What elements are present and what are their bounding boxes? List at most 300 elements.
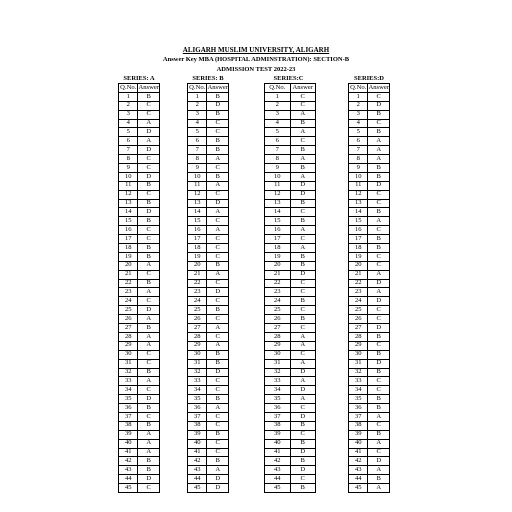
table-row [349, 377, 390, 386]
answer-cell: C [138, 270, 160, 279]
question-number: 45 [349, 484, 368, 493]
answer-cell: C [290, 92, 316, 101]
answer-cell: A [368, 270, 390, 279]
answer-cell: B [138, 217, 160, 226]
answer-cell: B [207, 359, 229, 368]
test-name: ADMISSION TEST 2022-23 [216, 66, 296, 73]
answer-cell: B [207, 172, 229, 181]
table-row [119, 208, 160, 217]
table-row [188, 92, 229, 101]
question-number: 17 [349, 235, 368, 244]
answer-cell: B [368, 235, 390, 244]
answer-cell: B [290, 199, 316, 208]
question-number: 29 [265, 341, 291, 350]
question-number: 5 [349, 128, 368, 137]
question-number: 38 [265, 421, 291, 430]
question-number: 3 [265, 110, 291, 119]
table-row [188, 270, 229, 279]
table-row [349, 119, 390, 128]
answer-cell: B [138, 457, 160, 466]
question-number: 25 [188, 306, 207, 315]
table-row [349, 208, 390, 217]
question-number: 19 [188, 252, 207, 261]
answer-cell: C [368, 190, 390, 199]
series-title: SERIES: A [123, 75, 155, 82]
answer-cell: D [290, 466, 316, 475]
table-row [349, 137, 390, 146]
answer-table [118, 83, 160, 493]
question-number: 24 [188, 297, 207, 306]
question-number: 42 [265, 457, 291, 466]
question-number: 20 [188, 261, 207, 270]
answer-cell: C [207, 235, 229, 244]
table-row [188, 448, 229, 457]
answer-cell: A [138, 341, 160, 350]
question-number: 33 [119, 377, 138, 386]
table-row [349, 448, 390, 457]
answer-cell: D [368, 181, 390, 190]
table-row [349, 386, 390, 395]
question-number: 4 [188, 119, 207, 128]
table-row [265, 430, 316, 439]
answer-cell: D [207, 199, 229, 208]
question-number: 40 [188, 439, 207, 448]
question-number: 4 [119, 119, 138, 128]
table-row [349, 155, 390, 164]
table-row [265, 181, 316, 190]
question-number: 2 [349, 101, 368, 110]
answer-cell: B [368, 164, 390, 173]
answer-cell: C [207, 412, 229, 421]
question-number: 29 [188, 341, 207, 350]
question-number: 18 [188, 244, 207, 253]
answer-table [348, 83, 390, 493]
question-number: 22 [349, 279, 368, 288]
question-number: 31 [265, 359, 291, 368]
answer-cell: A [207, 155, 229, 164]
question-number: 22 [188, 279, 207, 288]
question-number: 21 [119, 270, 138, 279]
question-number: 15 [188, 217, 207, 226]
question-number: 32 [349, 368, 368, 377]
question-number: 37 [119, 412, 138, 421]
question-number: 15 [265, 217, 291, 226]
answer-cell: C [368, 315, 390, 324]
answer-cell: C [138, 226, 160, 235]
col-header-answer: Answer [290, 84, 316, 93]
question-number: 44 [265, 475, 291, 484]
answer-cell: A [138, 288, 160, 297]
question-number: 27 [349, 324, 368, 333]
table-row [349, 457, 390, 466]
question-number: 30 [188, 350, 207, 359]
answer-cell: B [290, 421, 316, 430]
answer-cell: A [290, 155, 316, 164]
answer-cell: C [368, 226, 390, 235]
table-row [119, 119, 160, 128]
answer-cell: C [368, 199, 390, 208]
question-number: 10 [119, 172, 138, 181]
question-number: 18 [349, 244, 368, 253]
answer-cell: C [368, 341, 390, 350]
question-number: 11 [265, 181, 291, 190]
question-number: 22 [265, 279, 291, 288]
answer-cell: C [207, 421, 229, 430]
table-row [265, 421, 316, 430]
table-row [188, 350, 229, 359]
answer-cell: A [207, 324, 229, 333]
question-number: 9 [349, 164, 368, 173]
question-number: 16 [265, 226, 291, 235]
answer-cell: D [368, 359, 390, 368]
table-row [119, 172, 160, 181]
question-number: 35 [119, 395, 138, 404]
table-row [265, 110, 316, 119]
question-number: 26 [265, 315, 291, 324]
answer-cell: A [138, 377, 160, 386]
question-number: 39 [119, 430, 138, 439]
question-number: 33 [265, 377, 291, 386]
table-row [265, 208, 316, 217]
table-row [265, 484, 316, 493]
question-number: 35 [188, 395, 207, 404]
answer-cell: B [368, 430, 390, 439]
answer-cell: B [207, 395, 229, 404]
question-number: 13 [119, 199, 138, 208]
question-number: 39 [349, 430, 368, 439]
table-row [265, 448, 316, 457]
answer-cell: B [138, 368, 160, 377]
question-number: 1 [349, 92, 368, 101]
table-row [349, 128, 390, 137]
answer-cell: A [290, 395, 316, 404]
table-row [119, 368, 160, 377]
question-number: 44 [349, 475, 368, 484]
question-number: 30 [265, 350, 291, 359]
answer-cell: A [207, 226, 229, 235]
table-row [265, 386, 316, 395]
answer-cell: C [368, 92, 390, 101]
question-number: 35 [349, 395, 368, 404]
answer-cell: D [290, 368, 316, 377]
answer-cell: C [207, 244, 229, 253]
table-row [188, 164, 229, 173]
question-number: 2 [119, 101, 138, 110]
answer-cell: B [290, 119, 316, 128]
table-row [265, 164, 316, 173]
table-row [188, 252, 229, 261]
question-number: 16 [119, 226, 138, 235]
table-row [119, 324, 160, 333]
table-row [188, 466, 229, 475]
table-row [349, 332, 390, 341]
answer-cell: A [207, 208, 229, 217]
answer-cell: D [138, 208, 160, 217]
question-number: 25 [119, 306, 138, 315]
answer-cell: B [207, 430, 229, 439]
answer-cell: C [368, 421, 390, 430]
answer-cell: B [207, 137, 229, 146]
question-number: 11 [349, 181, 368, 190]
col-header-qno: Q.No. [120, 83, 137, 91]
answer-cell: A [138, 439, 160, 448]
table-header-row [265, 84, 316, 93]
answer-cell: C [138, 412, 160, 421]
answer-cell: B [368, 110, 390, 119]
table-row [265, 439, 316, 448]
question-number: 42 [119, 457, 138, 466]
question-number: 15 [119, 217, 138, 226]
answer-cell: A [138, 430, 160, 439]
table-row [119, 279, 160, 288]
question-number: 35 [265, 395, 291, 404]
table-row [119, 359, 160, 368]
question-number: 37 [349, 412, 368, 421]
table-row [188, 484, 229, 493]
question-number: 4 [265, 119, 291, 128]
question-number: 20 [119, 261, 138, 270]
question-number: 45 [265, 484, 291, 493]
table-row [188, 297, 229, 306]
answer-cell: C [207, 439, 229, 448]
answer-cell: C [290, 288, 316, 297]
table-row [188, 235, 229, 244]
answer-cell: D [290, 190, 316, 199]
question-number: 10 [188, 172, 207, 181]
question-number: 43 [119, 466, 138, 475]
question-number: 8 [119, 155, 138, 164]
answer-cell: C [290, 208, 316, 217]
document-subtitle: Answer Key MBA (HOSPITAL ADMINSTRATION): SECTION-B [162, 56, 350, 63]
question-number: 2 [188, 101, 207, 110]
table-row [119, 235, 160, 244]
question-number: 43 [349, 466, 368, 475]
question-number: 11 [119, 181, 138, 190]
table-row [265, 306, 316, 315]
table-row [119, 199, 160, 208]
answer-cell: B [368, 350, 390, 359]
table-row [188, 412, 229, 421]
question-number: 13 [265, 199, 291, 208]
question-number: 28 [188, 332, 207, 341]
question-number: 25 [349, 306, 368, 315]
answer-cell: B [138, 181, 160, 190]
table-row [265, 235, 316, 244]
question-number: 21 [188, 270, 207, 279]
table-row [349, 288, 390, 297]
answer-cell: D [368, 457, 390, 466]
col-header-qno: Q.No. [265, 84, 291, 93]
answer-cell: C [207, 190, 229, 199]
answer-cell: A [207, 466, 229, 475]
question-number: 14 [265, 208, 291, 217]
question-number: 21 [349, 270, 368, 279]
answer-cell: A [290, 128, 316, 137]
answer-cell: A [368, 146, 390, 155]
table-row [265, 244, 316, 253]
question-number: 26 [188, 315, 207, 324]
table-row [349, 181, 390, 190]
question-number: 23 [265, 288, 291, 297]
table-row [119, 395, 160, 404]
table-row [265, 466, 316, 475]
answer-cell: A [290, 244, 316, 253]
question-number: 4 [349, 119, 368, 128]
question-number: 17 [188, 235, 207, 244]
answer-cell: B [368, 208, 390, 217]
question-number: 39 [188, 430, 207, 439]
question-number: 3 [188, 110, 207, 119]
table-row [188, 306, 229, 315]
answer-cell: D [290, 270, 316, 279]
answer-cell: C [138, 484, 160, 493]
table-row [119, 288, 160, 297]
question-number: 34 [119, 386, 138, 395]
question-number: 44 [119, 475, 138, 484]
table-row [349, 101, 390, 110]
question-number: 23 [119, 288, 138, 297]
question-number: 37 [265, 412, 291, 421]
answer-cell: B [138, 324, 160, 333]
table-row [188, 146, 229, 155]
table-row [119, 217, 160, 226]
answer-cell: C [290, 324, 316, 333]
question-number: 32 [188, 368, 207, 377]
table-row [188, 404, 229, 413]
question-number: 24 [349, 297, 368, 306]
question-number: 12 [119, 190, 138, 199]
question-number: 38 [119, 421, 138, 430]
table-row [119, 306, 160, 315]
table-row [119, 270, 160, 279]
table-row [265, 217, 316, 226]
answer-cell: C [290, 137, 316, 146]
answer-cell: C [207, 217, 229, 226]
answer-cell: C [207, 128, 229, 137]
table-row [349, 484, 390, 493]
question-number: 29 [119, 341, 138, 350]
answer-cell: C [207, 448, 229, 457]
question-number: 28 [349, 332, 368, 341]
question-number: 31 [349, 359, 368, 368]
question-number: 44 [188, 475, 207, 484]
answer-cell: D [207, 288, 229, 297]
table-row [349, 252, 390, 261]
question-number: 32 [119, 368, 138, 377]
table-row [188, 244, 229, 253]
table-row [119, 101, 160, 110]
table-row [188, 288, 229, 297]
table-row [188, 101, 229, 110]
answer-cell: D [368, 297, 390, 306]
table-row [349, 226, 390, 235]
table-row [119, 128, 160, 137]
table-header-row [188, 84, 229, 93]
table-row [119, 350, 160, 359]
answer-cell: B [290, 146, 316, 155]
answer-cell: B [207, 306, 229, 315]
answer-cell: B [368, 475, 390, 484]
answer-cell: A [368, 137, 390, 146]
table-row [119, 332, 160, 341]
table-row [188, 341, 229, 350]
table-row [119, 484, 160, 493]
question-number: 28 [265, 332, 291, 341]
answer-cell: D [138, 172, 160, 181]
answer-cell: B [368, 368, 390, 377]
table-row [349, 404, 390, 413]
table-row [265, 146, 316, 155]
answer-cell: D [138, 306, 160, 315]
question-number: 13 [188, 199, 207, 208]
table-row [265, 172, 316, 181]
table-row [188, 395, 229, 404]
table-row [188, 386, 229, 395]
answer-cell: C [290, 279, 316, 288]
answer-cell: B [368, 395, 390, 404]
answer-cell: D [207, 368, 229, 377]
table-row [119, 341, 160, 350]
answer-cell: B [207, 261, 229, 270]
table-row [188, 128, 229, 137]
question-number: 28 [119, 332, 138, 341]
table-row [265, 270, 316, 279]
answer-cell: A [138, 448, 160, 457]
question-number: 43 [188, 466, 207, 475]
answer-cell: D [207, 484, 229, 493]
table-row [119, 252, 160, 261]
answer-table [187, 83, 229, 493]
answer-cell: A [290, 359, 316, 368]
answer-cell: D [138, 146, 160, 155]
table-row [119, 404, 160, 413]
question-number: 40 [265, 439, 291, 448]
answer-cell: B [138, 199, 160, 208]
question-number: 5 [119, 128, 138, 137]
answer-cell: C [207, 315, 229, 324]
col-header-answer: Answer [138, 83, 159, 91]
table-row [349, 324, 390, 333]
answer-table [264, 83, 316, 493]
question-number: 22 [119, 279, 138, 288]
answer-cell: B [207, 350, 229, 359]
question-number: 12 [265, 190, 291, 199]
answer-cell: B [138, 421, 160, 430]
table-row [265, 377, 316, 386]
question-number: 27 [188, 324, 207, 333]
table-row [119, 448, 160, 457]
series-title: SERIES: B [192, 75, 224, 82]
col-header-qno: Q.No. [189, 83, 206, 91]
answer-cell: B [290, 261, 316, 270]
question-number: 12 [349, 190, 368, 199]
table-row [349, 261, 390, 270]
answer-cell: D [138, 395, 160, 404]
question-number: 25 [265, 306, 291, 315]
table-row [119, 377, 160, 386]
table-row [265, 252, 316, 261]
table-row [188, 324, 229, 333]
answer-cell: C [207, 386, 229, 395]
question-number: 45 [188, 484, 207, 493]
table-row [349, 430, 390, 439]
question-number: 8 [349, 155, 368, 164]
answer-cell: D [207, 475, 229, 484]
table-row [349, 421, 390, 430]
question-number: 14 [349, 208, 368, 217]
table-header-row [119, 84, 160, 93]
table-row [188, 475, 229, 484]
